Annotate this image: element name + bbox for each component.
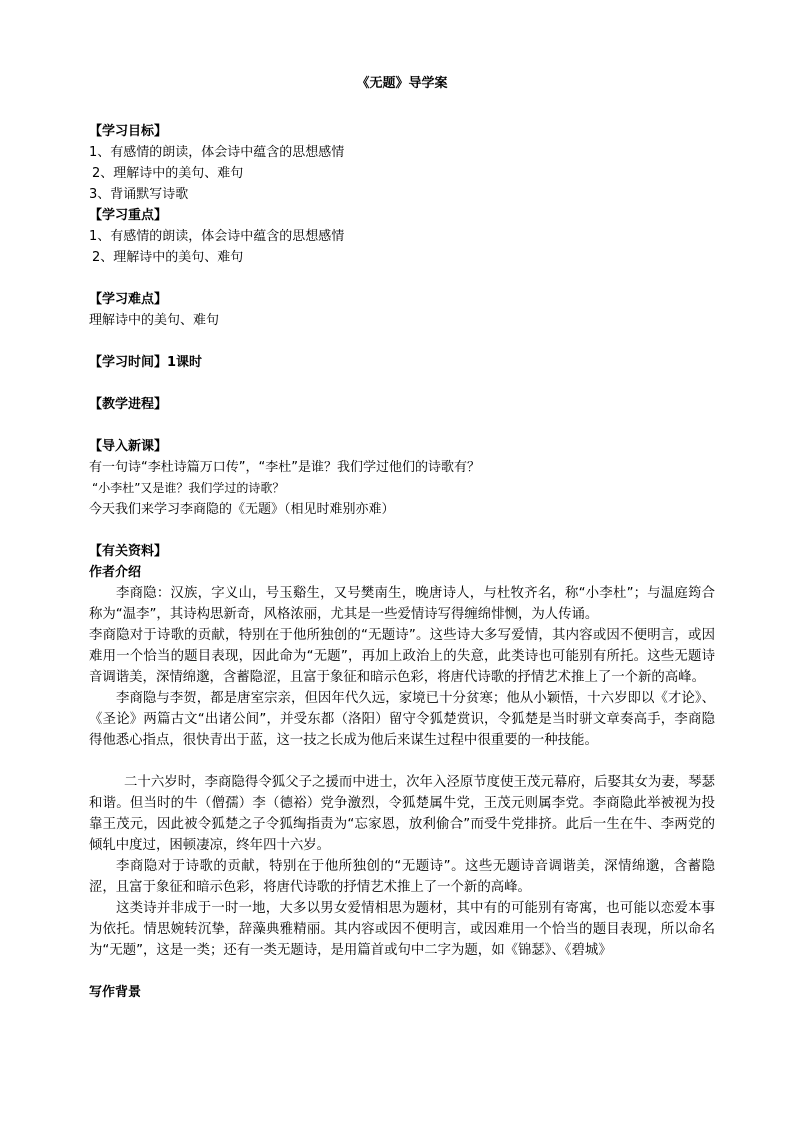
intro-line: 有一句诗“李杜诗篇万口传”，“李杜”是谁？我们学过他们的诗歌有？ bbox=[89, 460, 480, 475]
author-paragraph: 李商隐：汉族，字义山，号玉谿生，又号樊南生，晚唐诗人，与杜牧齐名，称“小李杜”；与温庭筠合称为“温李”，其诗构思新奇，风格浓丽，尤其是一些爱情诗写得缠绵悱恻，为人传诵。 bbox=[89, 586, 715, 622]
process-heading: 【教学进程】 bbox=[89, 397, 168, 412]
author-paragraph: 二十六岁时，李商隐得令狐父子之援而中进士，次年入泾原节度使王茂元幕府，后娶其女为妻，琴瑟和谐。但当时的牛（僧孺）李（德裕）党争激烈，令狐楚属牛党，王茂元则属李党。李商隐此举被视为投靠王茂元，因此被令狐楚之子令狐绹指责为“忘家恩，放利偷合”而受牛党排挤。此后一生在牛、李两党的倾轧中度过，困顿凄凉，终年四十六岁。 bbox=[89, 775, 715, 853]
intro-line: 今天我们来学习李商隐的《无题》（相见时难别亦难） bbox=[89, 502, 395, 517]
spacer bbox=[89, 415, 715, 436]
page-title: 《无题》导学案 bbox=[356, 76, 448, 91]
spacer bbox=[89, 331, 715, 352]
objective-item: 3、背诵默写诗歌 bbox=[89, 187, 189, 202]
author-paragraph: 李商隐与李贺，都是唐室宗亲，但因年代久远，家境已十分贫寒；他从小颖悟，十六岁即以《才论》、《圣论》两篇古文“出诸公间”，并受东都（洛阳）留守令狐楚赏识，令狐楚是当时骈文章奏高手，李商隐得他悉心指点，很快青出于蓝，这一技之长成为他后来谋生过程中很重要的一种技能。 bbox=[89, 691, 715, 748]
key-points-heading: 【学习重点】 bbox=[89, 208, 168, 223]
time-heading: 【学习时间】1课时 bbox=[89, 355, 203, 370]
author-heading: 作者介绍 bbox=[89, 565, 142, 580]
spacer bbox=[89, 751, 715, 772]
spacer bbox=[89, 520, 715, 541]
objectives-heading: 【学习目标】 bbox=[89, 124, 168, 139]
difficulties-text: 理解诗中的美句、难句 bbox=[89, 313, 220, 328]
spacer bbox=[89, 373, 715, 394]
background-heading: 写作背景 bbox=[89, 985, 142, 1000]
author-paragraph: 李商隐对于诗歌的贡献，特别在于他所独创的“无题诗”。这些诗大多写爱情，其内容或因不便明言，或因难用一个恰当的题目表现，因此命为“无题”，再加上政治上的失意，此类诗也可能别有所托。这些无题诗音调谐美，深情绵邈，含蓄隐涩，且富于象征和暗示色彩，将唐代诗歌的抒情艺术推上了一个新的高峰。 bbox=[89, 628, 715, 685]
materials-heading: 【有关资料】 bbox=[89, 544, 168, 559]
author-paragraph: 这类诗并非成于一时一地，大多以男女爱情相思为题材，其中有的可能别有寄寓，也可能以恋爱本事为依托。情思婉转沉挚，辞藻典雅精丽。其内容或因不便明言，或因难用一个恰当的题目表现，所以命名为“无题”，这是一类；还有一类无题诗，是用篇首或句中二字为题，如《锦瑟》、《碧城》 bbox=[89, 901, 715, 958]
objective-item: 2、理解诗中的美句、难句 bbox=[92, 166, 244, 181]
spacer bbox=[89, 961, 715, 982]
key-point-item: 2、理解诗中的美句、难句 bbox=[92, 250, 244, 265]
author-paragraph: 李商隐对于诗歌的贡献，特别在于他所独创的“无题诗”。这些无题诗音调谐美，深情绵邈，含蓄隐涩，且富于象征和暗示色彩，将唐代诗歌的抒情艺术推上了一个新的高峰。 bbox=[89, 859, 715, 895]
difficulties-heading: 【学习难点】 bbox=[89, 292, 168, 307]
intro-line: “小李杜”又是谁？我们学过的诗歌？ bbox=[92, 481, 285, 495]
document-page bbox=[89, 74, 715, 1003]
objective-item: 1、有感情的朗读，体会诗中蕴含的思想感情 bbox=[89, 145, 345, 160]
spacer bbox=[89, 268, 715, 289]
intro-heading: 【导入新课】 bbox=[89, 439, 168, 454]
key-point-item: 1、有感情的朗读，体会诗中蕴含的思想感情 bbox=[89, 229, 345, 244]
